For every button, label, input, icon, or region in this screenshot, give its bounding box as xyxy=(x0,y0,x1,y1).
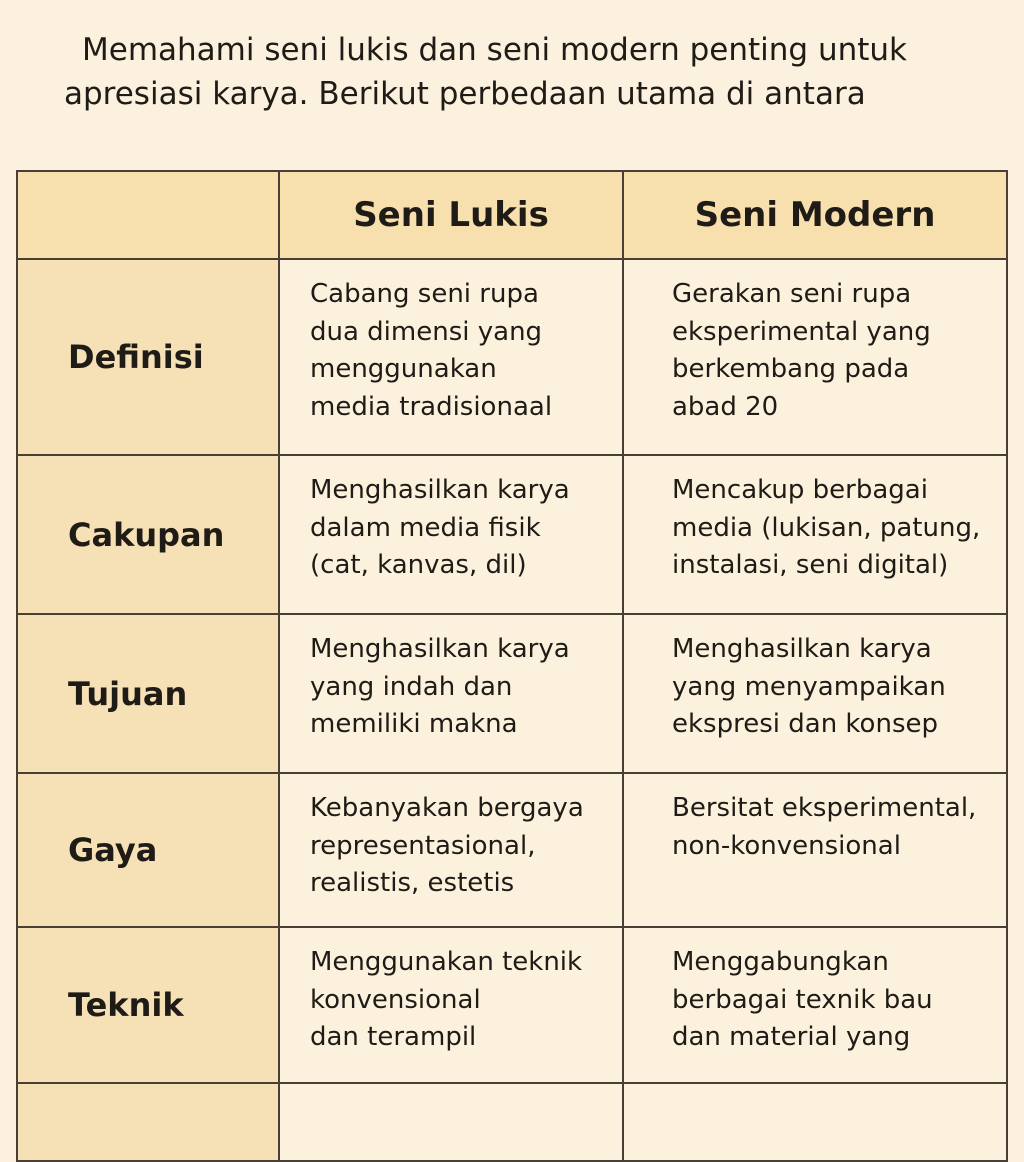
cell-tujuan-lukis xyxy=(279,614,623,773)
cell-line: yang indah dan xyxy=(310,671,513,702)
cell-line: ekspresi dan konsep xyxy=(672,709,938,739)
cell-teknik-lukis xyxy=(279,927,623,1083)
cell-line: yang menyampaikan xyxy=(672,671,946,702)
cell-line: Menghasilkan karya xyxy=(310,475,570,505)
cell-line: konvensional xyxy=(310,984,481,1015)
cell-line: Menggunakan teknik xyxy=(310,947,583,977)
cell-line: berbagai texnik bau xyxy=(672,984,933,1015)
cell-line: Bersitat eksperimental, xyxy=(672,793,977,823)
cell-tujuan-modern xyxy=(623,614,1007,773)
header-seni-modern: Seni Modern xyxy=(623,171,1007,259)
table-row-tujuan xyxy=(17,614,1007,773)
cell-line: media tradisionaal xyxy=(310,391,553,422)
cell-definisi-modern xyxy=(623,259,1007,455)
cell-line: dalam media fisik xyxy=(310,512,541,543)
table-row-definisi xyxy=(17,259,1007,455)
row-label-tujuan: Tujuan xyxy=(17,614,279,773)
cell-line: media (lukisan, patung, xyxy=(672,512,981,543)
cell-gaya-lukis xyxy=(279,773,623,927)
row-label-gaya: Gaya xyxy=(17,773,279,927)
cell-cakupan-modern xyxy=(623,455,1007,614)
row-label-cakupan: Cakupan xyxy=(17,455,279,614)
table-row-cutoff xyxy=(17,1083,1007,1161)
cell-line: Kebanyakan bergaya xyxy=(310,793,584,823)
cell-line: realistis, estetis xyxy=(310,868,515,898)
cell-line: Menggabungkan xyxy=(672,947,889,977)
cell-cutoff-lukis xyxy=(279,1083,623,1161)
intro-line-1: Memahami seni lukis dan seni modern penting untuk xyxy=(82,32,908,68)
cell-gaya-modern xyxy=(623,773,1007,927)
cell-line: (cat, kanvas, dil) xyxy=(310,550,527,580)
cell-line: Cabang seni rupa xyxy=(310,279,539,309)
row-label-cutoff xyxy=(17,1083,279,1161)
cell-cutoff-modern xyxy=(623,1083,1007,1161)
cell-line: non-konvensional xyxy=(672,830,901,861)
cell-teknik-modern xyxy=(623,927,1007,1083)
cell-line: menggunakan xyxy=(310,354,497,384)
table-header-row xyxy=(17,171,1007,259)
cell-line: abad 20 xyxy=(672,391,779,422)
cell-line: eksperimental yang xyxy=(672,316,931,347)
cell-line: Mencakup berbagai xyxy=(672,475,928,505)
intro-line-2: apresiasi karya. Berikut perbedaan utama di antara xyxy=(64,76,866,112)
cell-line: berkembang pada xyxy=(672,354,910,384)
cell-line: representasional, xyxy=(310,830,536,861)
cell-line: dan material yang xyxy=(672,1022,911,1052)
comparison-table-container xyxy=(16,170,1006,1162)
cell-line: Menghasilkan karya xyxy=(672,634,932,664)
table-row-cakupan xyxy=(17,455,1007,614)
header-corner-cell xyxy=(17,171,279,259)
table-row-teknik xyxy=(17,927,1007,1083)
cell-line: memiliki makna xyxy=(310,709,518,739)
table-row-gaya xyxy=(17,773,1007,927)
comparison-table xyxy=(16,170,1008,1162)
header-seni-lukis: Seni Lukis xyxy=(279,171,623,259)
cell-line: dua dimensi yang xyxy=(310,316,543,347)
cell-line: instalasi, seni digital) xyxy=(672,550,949,580)
cell-definisi-lukis xyxy=(279,259,623,455)
cell-cakupan-lukis xyxy=(279,455,623,614)
cell-line: Menghasilkan karya xyxy=(310,634,570,664)
cell-line: Gerakan seni rupa xyxy=(672,279,912,309)
intro-paragraph xyxy=(64,28,1004,116)
cell-line: dan terampil xyxy=(310,1022,477,1052)
row-label-teknik: Teknik xyxy=(17,927,279,1083)
row-label-definisi: Definisi xyxy=(17,259,279,455)
